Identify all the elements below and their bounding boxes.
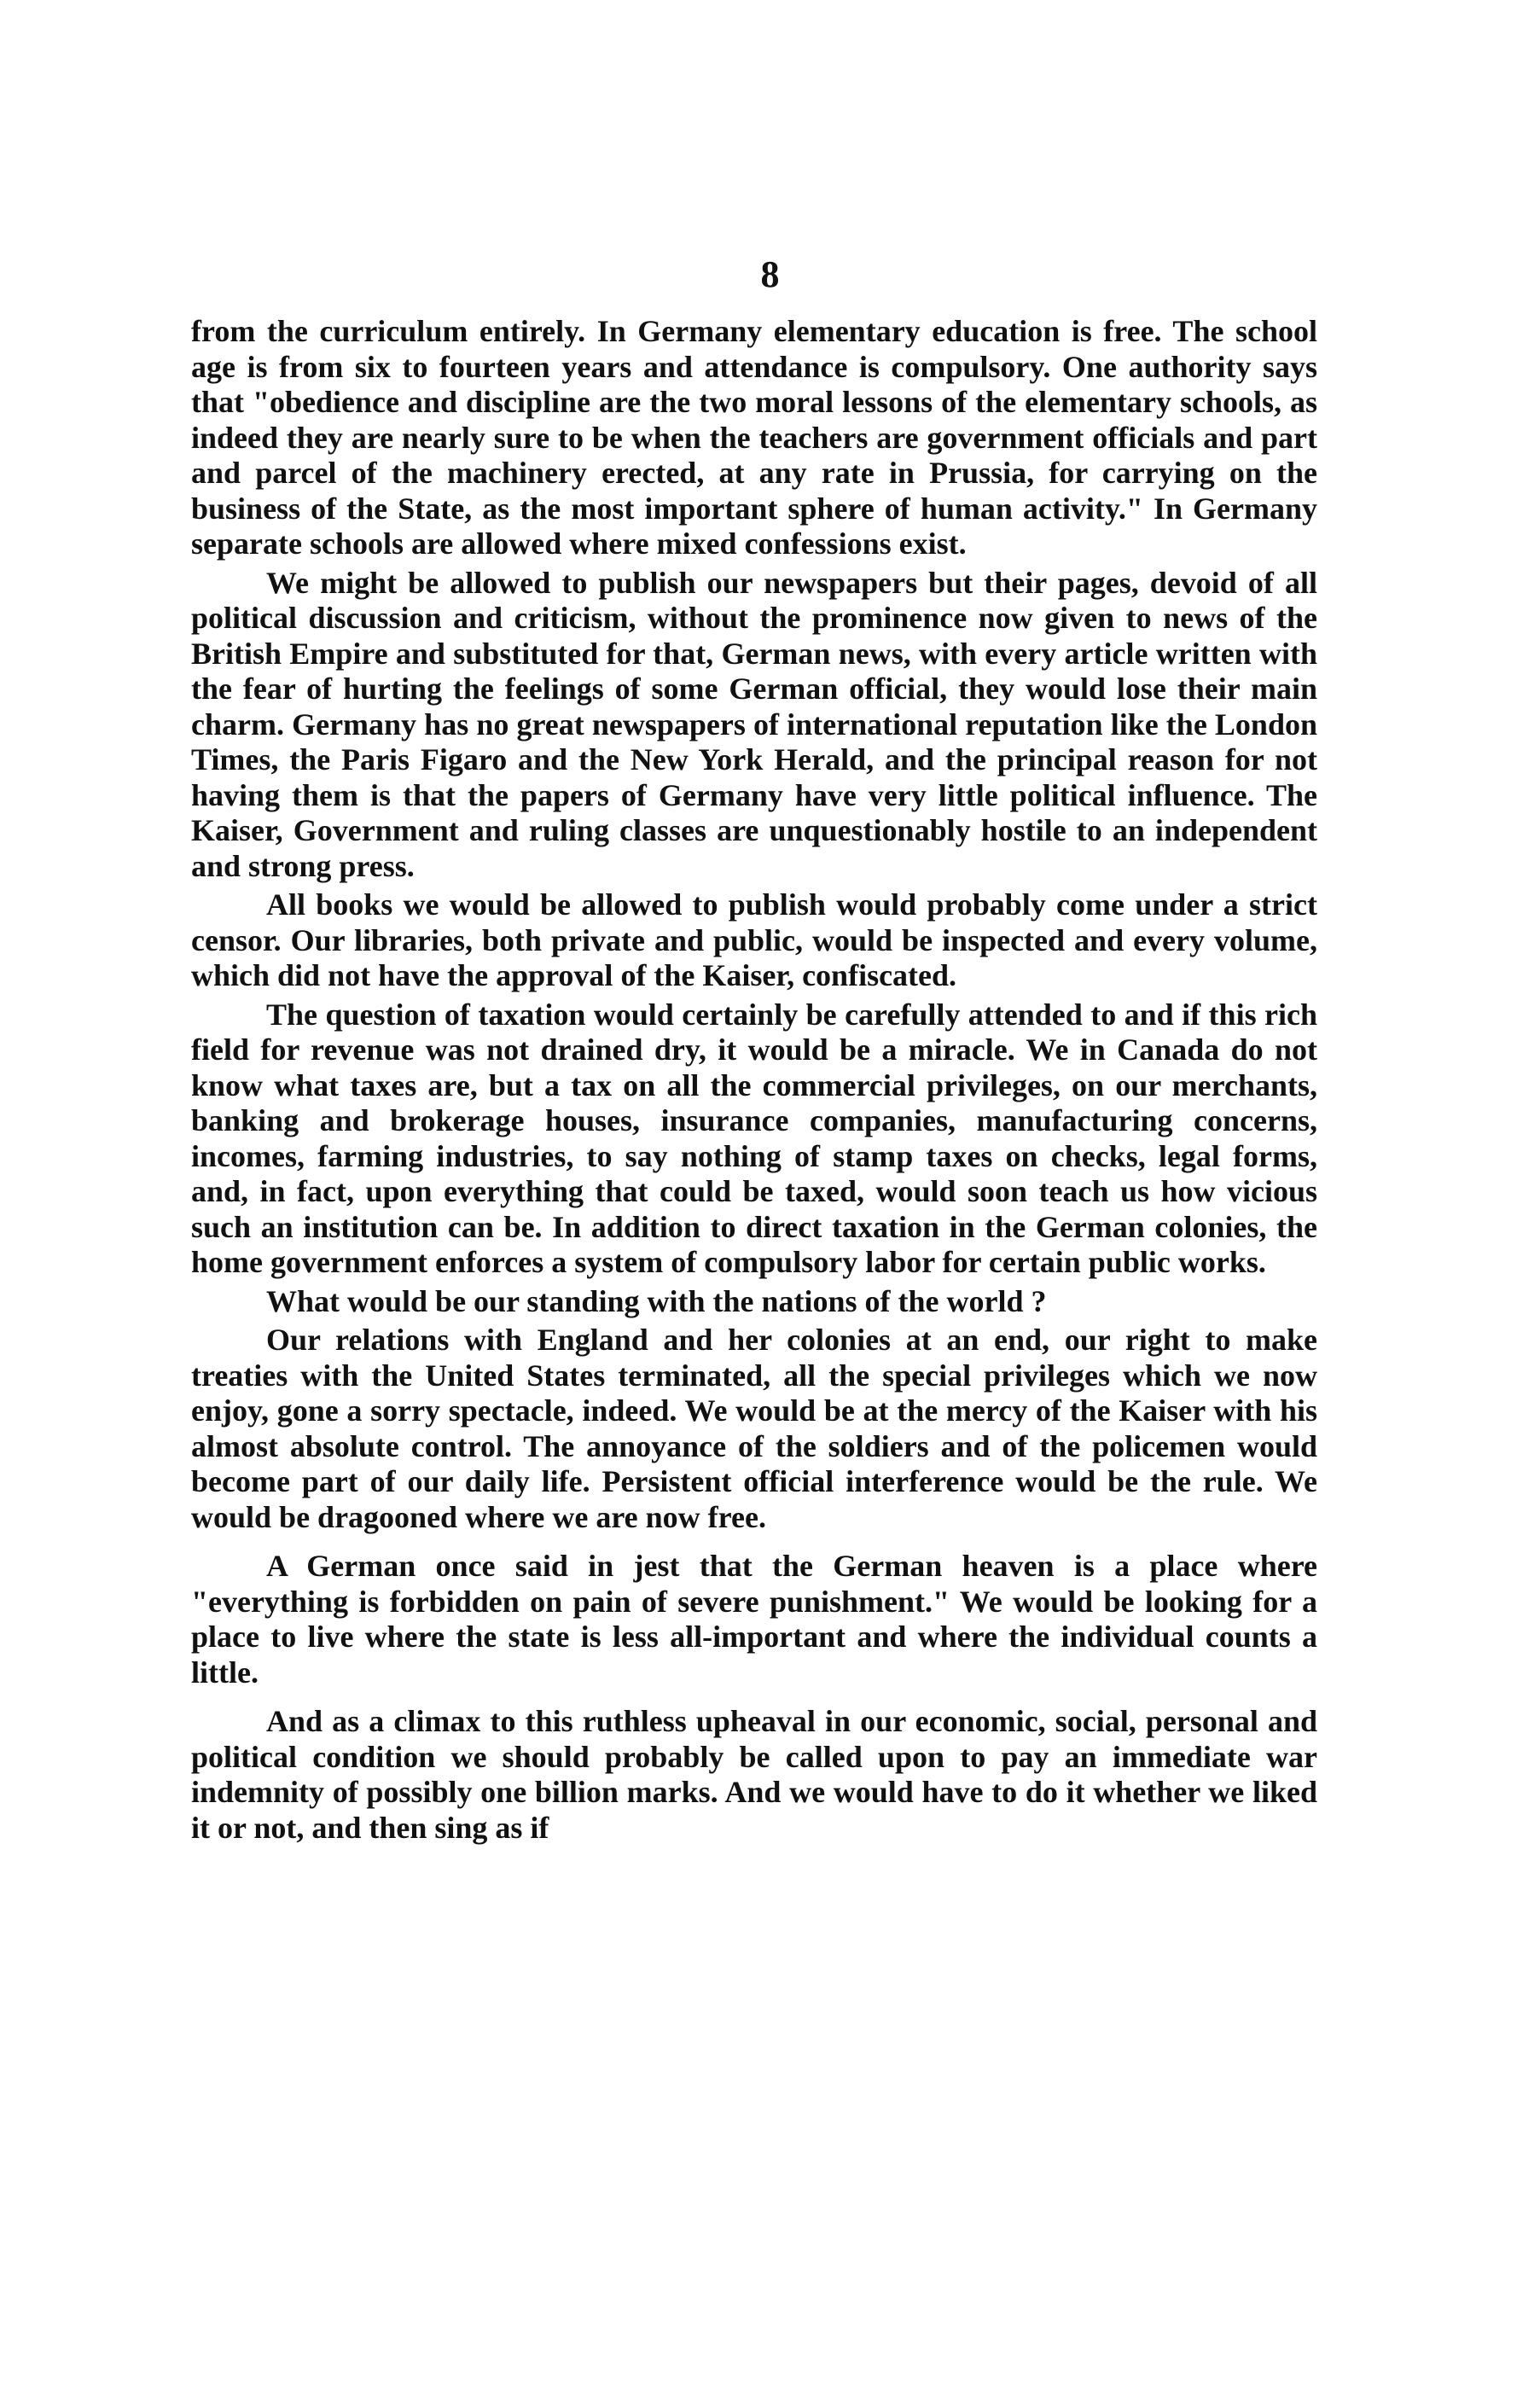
paragraph-4: The question of taxation would certainly be carefully attended to and if this rich field for revenue was not drained dry, it would be a miracle. We in Canada do not know what taxes are, but a tax on all the commercial privileges, on our merchants, banking and brokerage houses, insurance companies, manufacturing concerns, incomes, farming industries, to say nothing of stamp taxes on checks, legal forms, and, in fact, upon everything that could be taxed, would soon teach us how vicious such an institution can be. In addition to direct taxation in the German colonies, the home government enforces a system of compulsory labor for certain public works. [191, 997, 1317, 1279]
paragraph-5: What would be our standing with the nations of the world ? [266, 1283, 1047, 1318]
paragraph-7: A German once said in jest that the German heaven is a place where "everything is forbidden on pain of severe punishment." We would be looking for a place to live where the state is less all-important and where the individual counts a little. [191, 1549, 1317, 1690]
paragraph-1: from the curriculum entirely. In Germany elementary education is free. The school age is from six to fourteen years and attendance is compulsory. One authority says that "obedience and discipline are the two moral lessons of the elementary schools, as indeed they are nearly sure to be when the teachers are government officials and part and parcel of the machinery erected, at any rate in Prussia, for carrying on the business of the State, as the most important sphere of human activity." In Germany separate schools are allowed where mixed confessions exist. [191, 314, 1317, 561]
paragraph-6: Our relations with England and her colonies at an end, our right to make treaties with the United States terminated, all the special privileges which we now enjoy, gone a sorry spectacle, indeed. We would be at the mercy of the Kaiser with his almost absolute control. The annoyance of the soldiers and of the policemen would become part of our daily life. Persistent official interference would be the rule. We would be dragooned where we are now free. [191, 1323, 1317, 1534]
paragraph-8: And as a climax to this ruthless upheaval in our economic, social, personal and political condition we should probably be called upon to pay an immediate war indemnity of possibly one billion marks. And we would have to do it whether we liked it or not, and then sing as if [191, 1704, 1317, 1845]
paragraph-3: All books we would be allowed to publish would probably come under a strict censor. Our libraries, both private and public, would be inspected and every volume, which did not have the approval of the Kaiser, confiscated. [191, 887, 1317, 992]
body-text [191, 314, 1317, 1849]
paragraph-2: We might be allowed to publish our newspapers but their pages, devoid of all political discussion and criticism, without the prominence now given to news of the British Empire and substituted for that, German news, with every article written with the fear of hurting the feelings of some German official, they would lose their main charm. Germany has no great newspapers of international reputation like the London Times, the Paris Figaro and the New York Herald, and the principal reason for not having them is that the papers of Germany have very little political influence. The Kaiser, Government and ruling classes are unquestionably hostile to an independent and strong press. [191, 565, 1317, 883]
page-number: 8 [760, 253, 780, 295]
